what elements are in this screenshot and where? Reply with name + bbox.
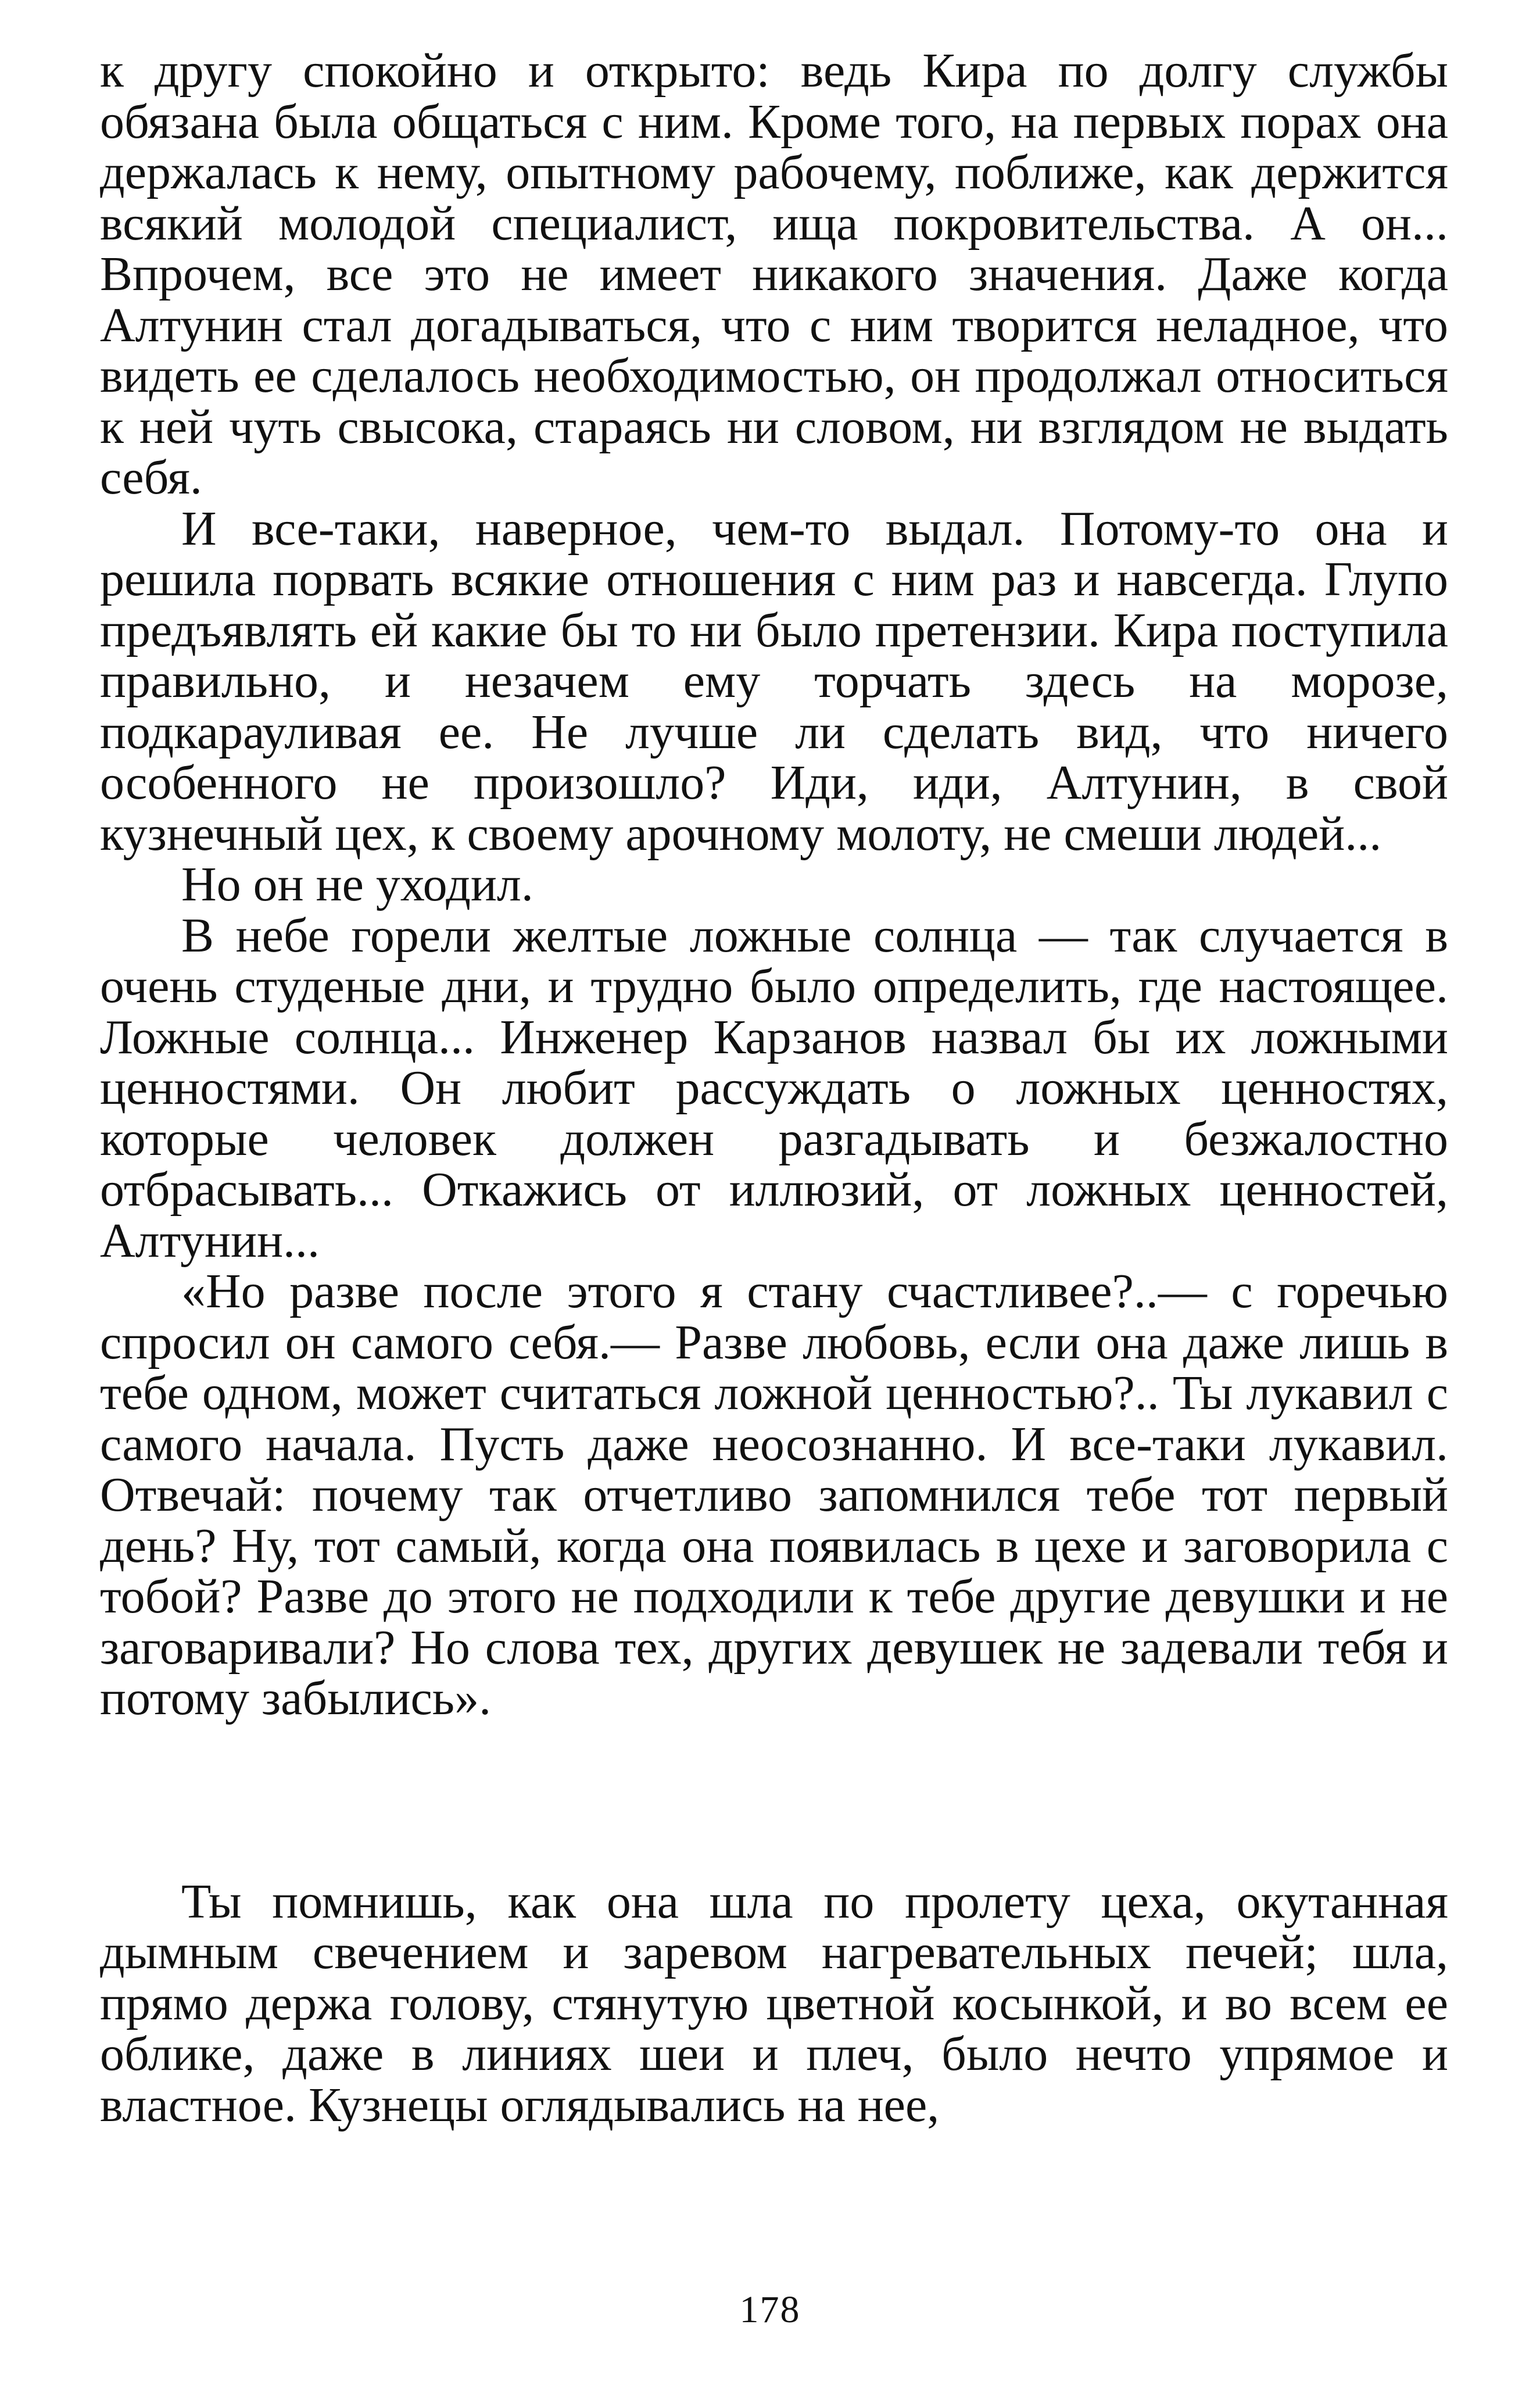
paragraph-3: Но он не уходил. bbox=[181, 857, 533, 911]
paragraph-2: И все-таки, наверное, чем-то выдал. Потому-то она и решила порвать всякие отношения с ним раз и навсегда. Глупо предъявлять ей какие бы то ни было претензии. Кира поступила правильно, и незачем ему торчать здесь на морозе, подкарауливая ее. Не лучше ли сделать вид, что ничего особенного не произошло? Иди, иди, Алтунин, в свой кузнечный цех, к своему арочному молоту, не смеши людей... bbox=[100, 501, 1448, 861]
paragraph-6: Ты помнишь, как она шла по пролету цеха, окутанная дымным свечением и заревом нагревательных печей; шла, прямо держа голову, стянутую цветной косынкой, и во всем ее облике, даже в линиях шеи и плеч, было нечто упрямое и властное. Кузнецы оглядывались на нее, bbox=[100, 1874, 1448, 2132]
paragraph-4: В небе горели желтые ложные солнца — так случается в очень студеные дни, и трудно было определить, где настоящее. Ложные солнца... Инженер Карзанов назвал бы их ложными ценностями. Он любит рассуждать о ложных ценностях, которые человек должен разгадывать и безжалостно отбрасывать... Откажись от иллюзий, от ложных ценностей, Алтунин... bbox=[100, 908, 1448, 1268]
page-body bbox=[100, 45, 1448, 2130]
paragraph-1: к другу спокойно и открыто: ведь Кира по долгу службы обязана была общаться с ним. Кроме того, на первых порах она держалась к нему, опытному рабочему, поближе, как держится всякий молодой специалист, ища покровительства. А он... Впрочем, все это не имеет никакого значения. Даже когда Алтунин стал догадываться, что с ним творится неладное, что видеть ее сделалось необходимостью, он продолжал относиться к ней чуть свысока, стараясь ни словом, ни взглядом не выдать себя. bbox=[100, 44, 1448, 505]
section-break bbox=[100, 1724, 1448, 1876]
page-number: 178 bbox=[739, 2288, 801, 2331]
paragraph-5: «Но разве после этого я стану счастливее?..— с горечью спросил он самого себя.— Разве любовь, если она даже лишь в тебе одном, может считаться ложной ценностью?.. Ты лукавил с самого начала. Пусть даже неосознанно. И все-таки лукавил. Отвечай: почему так отчетливо запомнился тебе тот первый день? Ну, тот самый, когда она появилась в цехе и заговорила с тобой? Разве до этого не подходили к тебе другие девушки и не заговаривали? Но слова тех, других девушек не задевали тебя и потому забылись». bbox=[100, 1264, 1448, 1725]
